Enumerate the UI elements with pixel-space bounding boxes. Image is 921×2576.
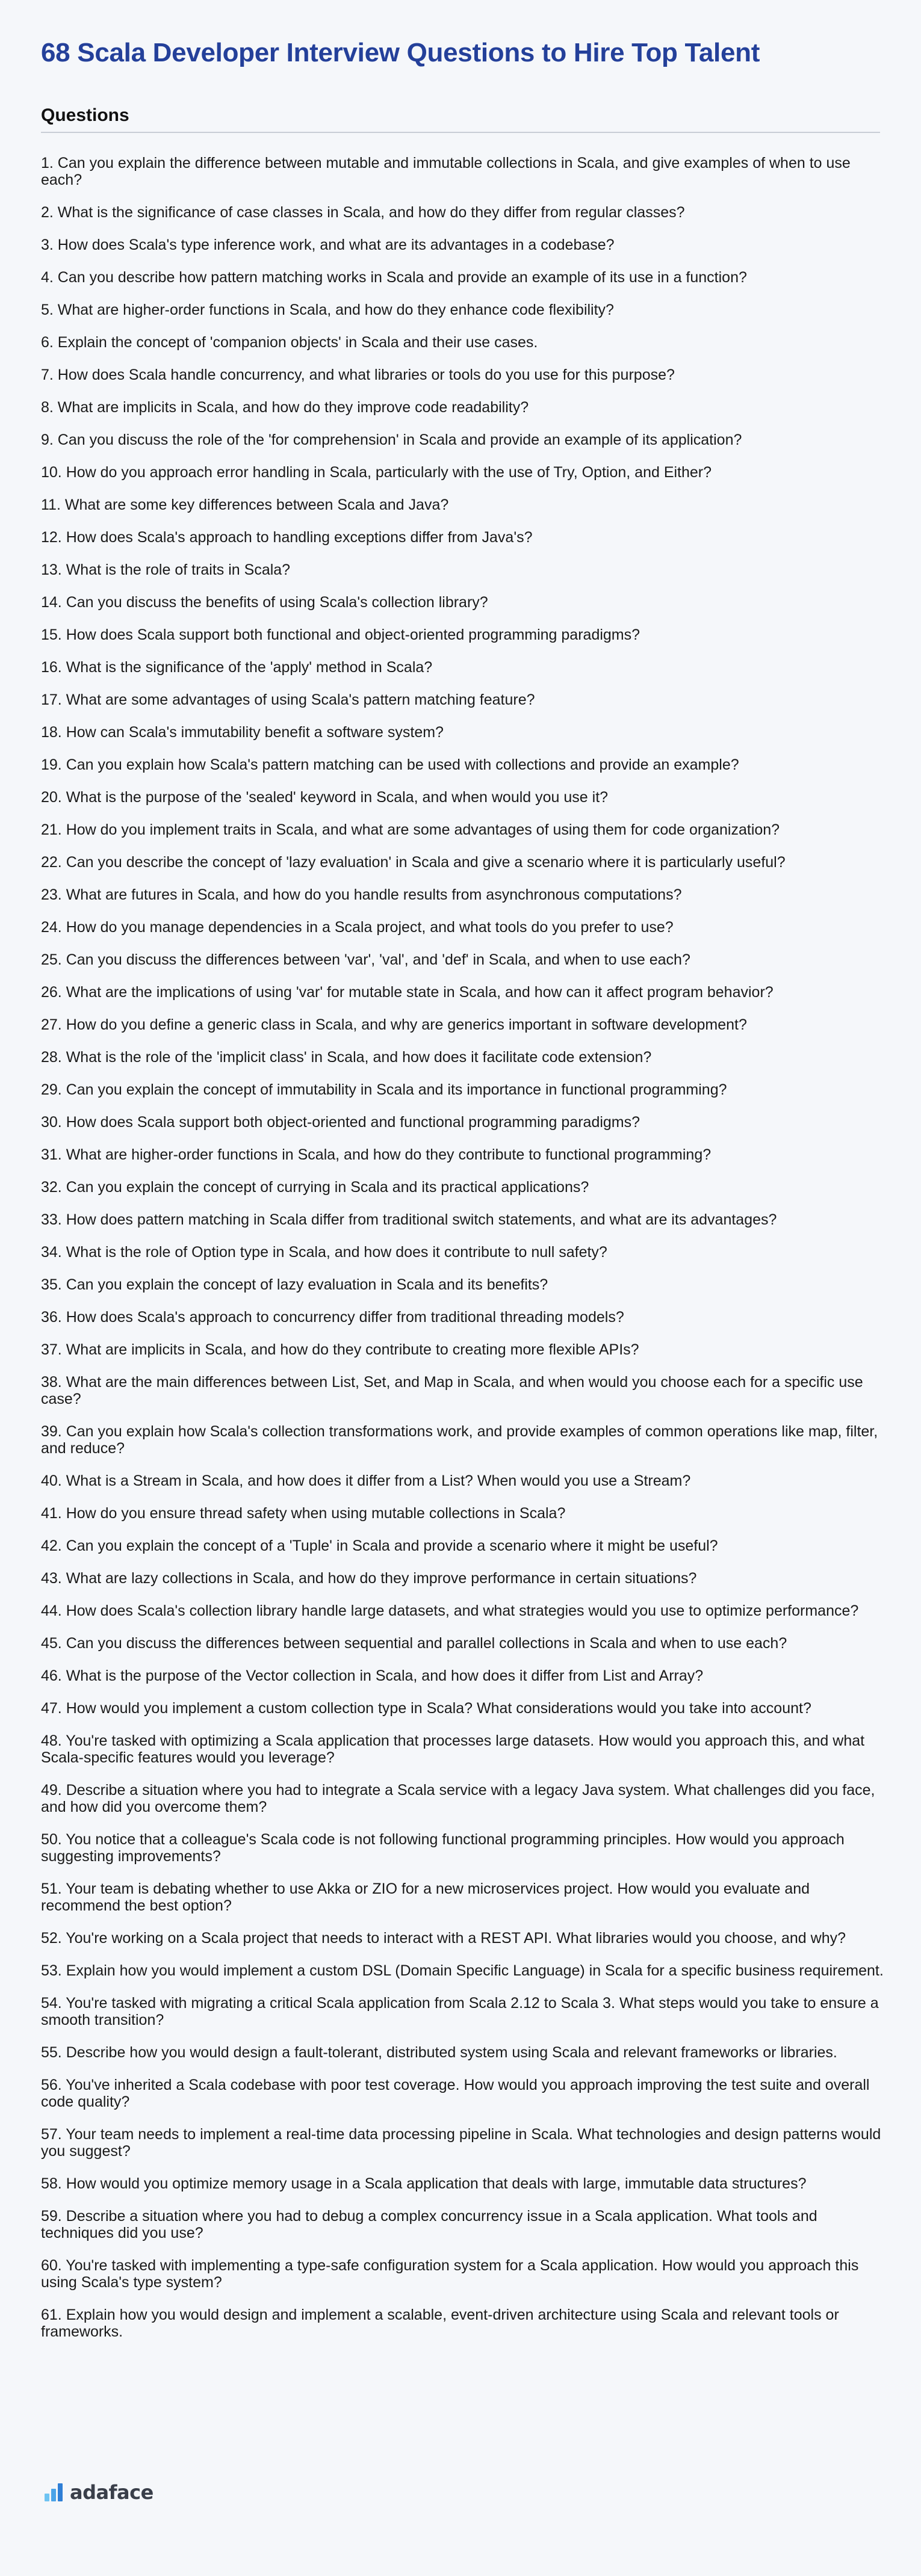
question-item: 38. What are the main differences between List, Set, and Map in Scala, and when would you choose each for a specific use case? <box>41 1374 863 1407</box>
question-item: 15. How does Scala support both functional and object-oriented programming paradigms? <box>41 626 640 643</box>
question-item: 40. What is a Stream in Scala, and how does it differ from a List? When would you use a Stream? <box>41 1472 691 1489</box>
question-item: 11. What are some key differences between Scala and Java? <box>41 496 449 513</box>
question-item: 41. How do you ensure thread safety when using mutable collections in Scala? <box>41 1505 566 1522</box>
question-item: 21. How do you implement traits in Scala, and what are some advantages of using them for code organization? <box>41 821 780 838</box>
question-item: 16. What is the significance of the 'apply' method in Scala? <box>41 659 433 676</box>
question-item: 34. What is the role of Option type in Scala, and how does it contribute to null safety? <box>41 1244 607 1261</box>
question-item: 14. Can you discuss the benefits of using Scala's collection library? <box>41 594 488 611</box>
question-item: 52. You're working on a Scala project that needs to interact with a REST API. What libraries would you choose, and why? <box>41 1930 846 1947</box>
question-item: 7. How does Scala handle concurrency, and what libraries or tools do you use for this purpose? <box>41 366 675 383</box>
question-list <box>41 155 887 2340</box>
question-item: 39. Can you explain how Scala's collection transformations work, and provide examples of common operations like map, filter, and reduce? <box>41 1423 878 1457</box>
question-item: 5. What are higher-order functions in Scala, and how do they enhance code flexibility? <box>41 301 614 318</box>
question-item: 24. How do you manage dependencies in a Scala project, and what tools do you prefer to use? <box>41 919 674 936</box>
question-item: 53. Explain how you would implement a custom DSL (Domain Specific Language) in Scala for a specific business requirement. <box>41 1962 884 1979</box>
question-item: 32. Can you explain the concept of currying in Scala and its practical applications? <box>41 1179 589 1196</box>
question-item: 43. What are lazy collections in Scala, and how do they improve performance in certain situations? <box>41 1570 697 1587</box>
question-item: 23. What are futures in Scala, and how do you handle results from asynchronous computations? <box>41 886 682 903</box>
question-item: 2. What is the significance of case classes in Scala, and how do they differ from regular classes? <box>41 204 685 221</box>
question-item: 1. Can you explain the difference between mutable and immutable collections in Scala, and give examples of when to use each? <box>41 155 851 188</box>
question-item: 25. Can you discuss the differences between 'var', 'val', and 'def' in Scala, and when to use each? <box>41 951 690 968</box>
question-item: 33. How does pattern matching in Scala differ from traditional switch statements, and what are its advantages? <box>41 1211 777 1228</box>
question-item: 8. What are implicits in Scala, and how do they improve code readability? <box>41 399 529 416</box>
question-item: 61. Explain how you would design and implement a scalable, event-driven architecture using Scala and relevant tools or frameworks. <box>41 2306 839 2340</box>
question-item: 18. How can Scala's immutability benefit a software system? <box>41 724 444 741</box>
question-item: 20. What is the purpose of the 'sealed' keyword in Scala, and when would you use it? <box>41 789 609 806</box>
brand-name: adaface <box>70 2481 154 2504</box>
question-item: 9. Can you discuss the role of the 'for comprehension' in Scala and provide an example of its application? <box>41 431 742 448</box>
question-item: 12. How does Scala's approach to handling exceptions differ from Java's? <box>41 529 533 546</box>
adaface-logo-icon <box>45 2483 64 2501</box>
question-item: 57. Your team needs to implement a real-time data processing pipeline in Scala. What technologies and design patterns would you suggest? <box>41 2126 881 2160</box>
question-item: 51. Your team is debating whether to use Akka or ZIO for a new microservices project. How would you evaluate and recommend the best option? <box>41 1880 810 1914</box>
question-item: 22. Can you describe the concept of 'lazy evaluation' in Scala and give a scenario where it is particularly useful? <box>41 854 786 871</box>
question-item: 56. You've inherited a Scala codebase with poor test coverage. How would you approach improving the test suite and overall code quality? <box>41 2077 870 2110</box>
question-item: 19. Can you explain how Scala's pattern matching can be used with collections and provide an example? <box>41 756 739 773</box>
question-item: 47. How would you implement a custom collection type in Scala? What considerations would you take into account? <box>41 1700 811 1717</box>
section-divider <box>41 132 880 133</box>
question-item: 60. You're tasked with implementing a type-safe configuration system for a Scala application. How would you approach this using Scala's type system? <box>41 2257 859 2291</box>
question-item: 4. Can you describe how pattern matching works in Scala and provide an example of its use in a function? <box>41 269 747 286</box>
question-item: 17. What are some advantages of using Scala's pattern matching feature? <box>41 691 535 708</box>
question-item: 36. How does Scala's approach to concurrency differ from traditional threading models? <box>41 1309 624 1326</box>
question-item: 49. Describe a situation where you had to integrate a Scala service with a legacy Java system. What challenges did you face, and how did you overcome them? <box>41 1782 875 1815</box>
footer-logo <box>45 2480 154 2504</box>
question-item: 31. What are higher-order functions in Scala, and how do they contribute to functional programming? <box>41 1146 712 1163</box>
question-item: 13. What is the role of traits in Scala? <box>41 561 291 578</box>
question-item: 50. You notice that a colleague's Scala code is not following functional programming principles. How would you approach suggesting improvements? <box>41 1831 845 1865</box>
question-item: 42. Can you explain the concept of a 'Tuple' in Scala and provide a scenario where it might be useful? <box>41 1537 718 1554</box>
question-item: 48. You're tasked with optimizing a Scala application that processes large datasets. How would you approach this, and what Scala-specific features would you leverage? <box>41 1732 865 1766</box>
question-item: 59. Describe a situation where you had to debug a complex concurrency issue in a Scala application. What tools and techniques did you use? <box>41 2208 817 2241</box>
question-item: 44. How does Scala's collection library handle large datasets, and what strategies would you use to optimize performance? <box>41 1602 859 1619</box>
section-heading: Questions <box>41 105 129 125</box>
question-item: 6. Explain the concept of 'companion objects' in Scala and their use cases. <box>41 334 538 351</box>
question-item: 46. What is the purpose of the Vector collection in Scala, and how does it differ from List and Array? <box>41 1667 704 1684</box>
question-item: 27. How do you define a generic class in Scala, and why are generics important in software development? <box>41 1016 747 1033</box>
question-item: 45. Can you discuss the differences between sequential and parallel collections in Scala and when to use each? <box>41 1635 787 1652</box>
question-item: 55. Describe how you would design a fault-tolerant, distributed system using Scala and relevant frameworks or libraries. <box>41 2044 837 2061</box>
question-item: 26. What are the implications of using 'var' for mutable state in Scala, and how can it affect program behavior? <box>41 984 774 1001</box>
question-item: 3. How does Scala's type inference work, and what are its advantages in a codebase? <box>41 236 615 253</box>
question-item: 29. Can you explain the concept of immutability in Scala and its importance in functional programming? <box>41 1081 727 1098</box>
question-item: 35. Can you explain the concept of lazy evaluation in Scala and its benefits? <box>41 1276 548 1293</box>
question-item: 10. How do you approach error handling in Scala, particularly with the use of Try, Option, and Either? <box>41 464 712 481</box>
question-item: 54. You're tasked with migrating a critical Scala application from Scala 2.12 to Scala 3. What steps would you take to ensure a smooth transition? <box>41 1995 879 2028</box>
question-item: 37. What are implicits in Scala, and how do they contribute to creating more flexible APIs? <box>41 1341 639 1358</box>
question-item: 58. How would you optimize memory usage in a Scala application that deals with large, immutable data structures? <box>41 2175 807 2192</box>
page-title: 68 Scala Developer Interview Questions to Hire Top Talent <box>41 38 760 67</box>
question-item: 28. What is the role of the 'implicit class' in Scala, and how does it facilitate code extension? <box>41 1049 652 1066</box>
question-item: 30. How does Scala support both object-oriented and functional programming paradigms? <box>41 1114 640 1131</box>
